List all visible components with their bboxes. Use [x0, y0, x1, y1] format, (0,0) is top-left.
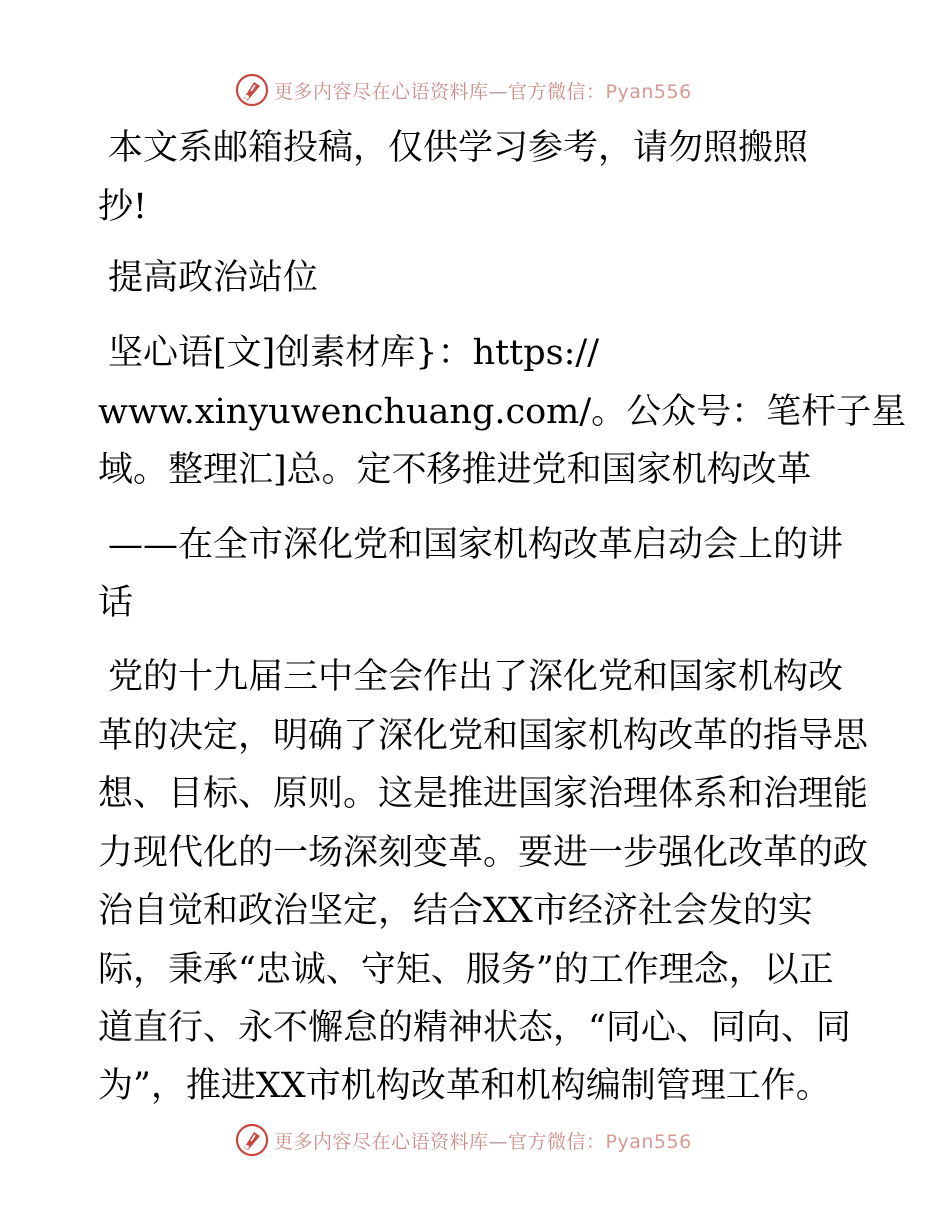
body-line: 抄! [98, 187, 148, 227]
header-watermark [235, 72, 692, 108]
watermark-separator: — [488, 80, 509, 103]
paragraph-line: 革的决定，明确了深化党和国家机构改革的指导思 [98, 716, 869, 756]
paragraph-line: 党的十九届三中全会作出了深化党和国家机构改 [108, 657, 844, 697]
watermark-separator: — [488, 1130, 509, 1153]
subtitle-line: 话 [98, 583, 134, 623]
section-heading: 提高政治站位 [108, 258, 319, 298]
watermark-wechat-label: 官方微信： [508, 80, 606, 103]
body-line: www.xinyuwenchuang.com/。公众号：笔杆子星 [98, 392, 907, 432]
paragraph-line: 想、目标、原则。这是推进国家治理体系和治理能 [98, 774, 869, 814]
paragraph-line: 为”，推进XX市机构改革和机构编制管理工作。 [98, 1066, 831, 1106]
body-line: 域。整理汇]总。定不移推进党和国家机构改革 [98, 450, 812, 490]
watermark-wechat-label: 官方微信： [508, 1130, 606, 1153]
body-line: 本文系邮箱投稿，仅供学习参考，请勿照搬照 [108, 128, 809, 168]
fountain-pen-nib-icon [235, 73, 269, 107]
subtitle-line: ——在全市深化党和国家机构改革启动会上的讲 [108, 525, 844, 565]
fountain-pen-nib-icon [235, 1123, 269, 1157]
watermark-wechat-id: Pyan556 [605, 1130, 692, 1153]
body-line: 坚心语[文]创素材库}：https:// [108, 333, 599, 373]
watermark-site-text: 更多内容尽在心语资料库 [274, 80, 489, 103]
footer-watermark [235, 1122, 692, 1158]
paragraph-line: 际，秉承“忠诚、守矩、服务”的工作理念，以正 [98, 950, 834, 990]
watermark-wechat-id: Pyan556 [605, 80, 692, 103]
paragraph-line: 力现代化的一场深刻变革。要进一步强化改革的政 [98, 833, 869, 873]
watermark-site-text: 更多内容尽在心语资料库 [274, 1130, 489, 1153]
paragraph-line: 道直行、永不懈怠的精神状态，“同心、同向、同 [98, 1008, 851, 1048]
paragraph-line: 治自觉和政治坚定，结合XX市经济社会发的实 [98, 891, 813, 931]
